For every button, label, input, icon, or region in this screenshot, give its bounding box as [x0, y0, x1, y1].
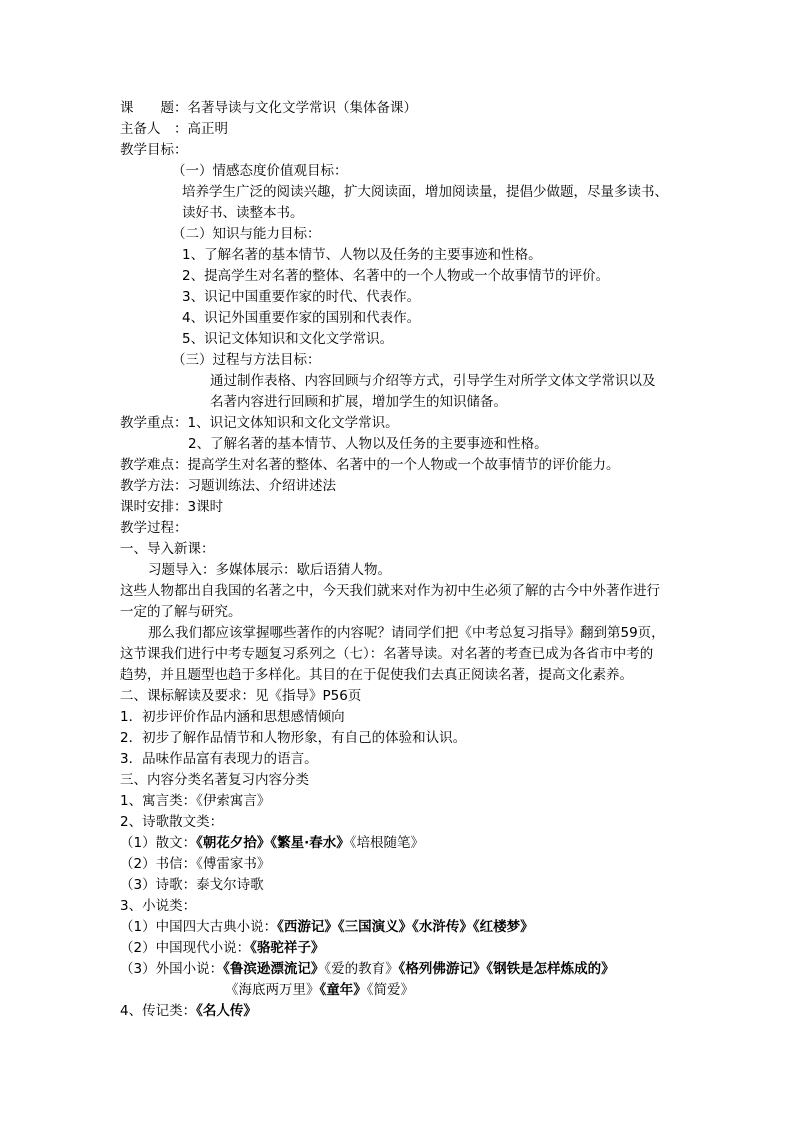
- objective-item: 1、了解名著的基本情节、人物以及任务的主要事迹和性格。: [182, 247, 542, 263]
- subcategory-label: （3）外国小说：: [120, 961, 224, 977]
- book-title: 《名人传》: [196, 1003, 257, 1019]
- book-title: 《红楼梦》: [472, 919, 534, 935]
- requirement-item: 2．初步了解作品情节和人物形象，有自己的体验和认识。: [120, 730, 467, 746]
- category-poetry-prose: 2、诗歌散文类：: [120, 814, 224, 830]
- objective-item: 4、识记外国重要作家的国别和代表作。: [182, 310, 421, 326]
- subcategory-prose: [120, 833, 424, 853]
- book-title: 《童年》: [319, 982, 367, 998]
- category-label: 4、传记类：: [120, 1003, 197, 1019]
- requirement-item: 1．初步评价作品内涵和思想感情倾向: [120, 709, 345, 725]
- book-title: 《三国演义》: [337, 919, 413, 935]
- section-title: 三、内容分类名著复习内容分类: [120, 772, 309, 788]
- subcategory-letters: [120, 854, 270, 874]
- book-title: 《爱的教育》: [324, 961, 399, 977]
- objective-group-2-title: （二）知识与能力目标：: [172, 226, 321, 242]
- preparer-value: 高正明: [187, 121, 228, 137]
- book-title: 《格列佛游记》: [398, 961, 487, 977]
- topic-line: [120, 98, 417, 118]
- category-biography: [120, 1001, 257, 1021]
- book-title: 《简爱》: [366, 982, 414, 998]
- subcategory-poems: [120, 875, 264, 895]
- key-points-label: 教学重点：: [120, 415, 188, 431]
- topic-label: 课 题：: [120, 100, 188, 116]
- subcategory-foreign: [120, 959, 615, 979]
- preparer-line: [120, 119, 228, 139]
- book-title: 《骆驼祥子》: [250, 940, 325, 956]
- subcategory-label: （2）中国现代小说：: [120, 940, 251, 956]
- subcategory-label: （1）散文：: [120, 835, 197, 851]
- preparer-label: 主备人 ：: [120, 121, 188, 137]
- class-hours: 课时安排：3课时: [120, 499, 224, 515]
- book-title: 《西游记》: [277, 919, 338, 935]
- key-points-line: [120, 413, 399, 433]
- difficult-points: 教学难点：提高学生对名著的整体、名著中的一个人物或一个故事情节的评价能力。: [120, 457, 620, 473]
- paragraph-line: 习题导入：多媒体展示：歇后语猜人物。: [148, 562, 391, 578]
- objective-item: 3、识记中国重要作家的时代、代表作。: [182, 289, 421, 305]
- key-point-item: 1、识记文体知识和文化文学常识。: [187, 415, 399, 431]
- objective-group-3-text: 通过制作表格、内容回顾与介绍等方式，引导学生对所学文体文学常识以及: [210, 373, 656, 389]
- objectives-heading: 教学目标：: [120, 142, 188, 158]
- section-title: 一、导入新课：: [120, 541, 215, 557]
- topic-value: 名著导读与文化文学常识（集体备课）: [187, 100, 417, 116]
- subcategory-classics: [120, 917, 534, 937]
- subcategory-modern: [120, 938, 324, 958]
- process-heading: 教学过程：: [120, 520, 188, 536]
- book-title: 《海底两万里》: [225, 982, 320, 998]
- key-point-item: 2、了解名著的基本情节、人物以及任务的主要事迹和性格。: [188, 436, 548, 452]
- category-label: 1、寓言类：: [120, 793, 197, 809]
- subcategory-label: （2）书信：: [120, 856, 197, 872]
- objective-group-3-title: （三）过程与方法目标：: [172, 352, 321, 368]
- objective-item: 5、识记文体知识和文化文学常识。: [182, 331, 394, 347]
- book-title: 《水浒传》: [412, 919, 473, 935]
- category-fable: [120, 791, 270, 811]
- objective-group-3-text: 名著内容进行回顾和扩展，增加学生的知识储备。: [210, 394, 507, 410]
- book-title: 《伊索寓言》: [196, 793, 271, 809]
- book-title: 《傅雷家书》: [196, 856, 271, 872]
- book-title: 泰戈尔诗歌: [196, 877, 264, 893]
- paragraph-line: 那么我们都应该掌握哪些著作的内容呢？请同学们把《中考总复习指导》翻到第59页，: [148, 625, 665, 641]
- paragraph-line: 趋势，并且题型也趋于多样化。其目的在于促使我们去真正阅读名著，提高文化素养。: [120, 667, 633, 683]
- book-title: 《培根随笔》: [349, 835, 424, 851]
- paragraph-line: 这些人物都出自我国的名著之中，今天我们就来对作为初中生必须了解的古今中外著作进行: [120, 583, 660, 599]
- book-title: 《钢铁是怎样炼成的》: [486, 961, 615, 977]
- book-title: 《鲁滨逊漂流记》: [223, 961, 325, 977]
- objective-group-1-text: 培养学生广泛的阅读兴趣，扩大阅读面，增加阅读量，提倡少做题，尽量多读书、: [182, 184, 668, 200]
- teaching-method: 教学方法：习题训练法、介绍讲述法: [120, 478, 336, 494]
- requirement-item: 3．品味作品富有表现力的语言。: [120, 751, 318, 767]
- paragraph-line: 一定的了解与研究。: [120, 604, 242, 620]
- paragraph-line: 这节课我们进行中考专题复习系列之（七）：名著导读。对名著的考查已成为各省市中考的: [120, 646, 654, 662]
- section-title: 二、课标解读及要求：见《指导》P56页: [120, 688, 362, 704]
- book-title: 《繁星·春水》: [270, 835, 350, 851]
- category-novel: 3、小说类：: [120, 898, 197, 914]
- book-title: 《朝花夕拾》: [196, 835, 271, 851]
- subcategory-foreign-cont: [225, 980, 414, 1000]
- subcategory-label: （1）中国四大古典小说：: [120, 919, 278, 935]
- subcategory-label: （3）诗歌：: [120, 877, 197, 893]
- objective-group-1-text: 读好书、读整本书。: [182, 205, 304, 221]
- objective-item: 2、提高学生对名著的整体、名著中的一个人物或一个故事情节的评价。: [182, 268, 610, 284]
- objective-group-1-title: （一）情感态度价值观目标：: [172, 163, 348, 179]
